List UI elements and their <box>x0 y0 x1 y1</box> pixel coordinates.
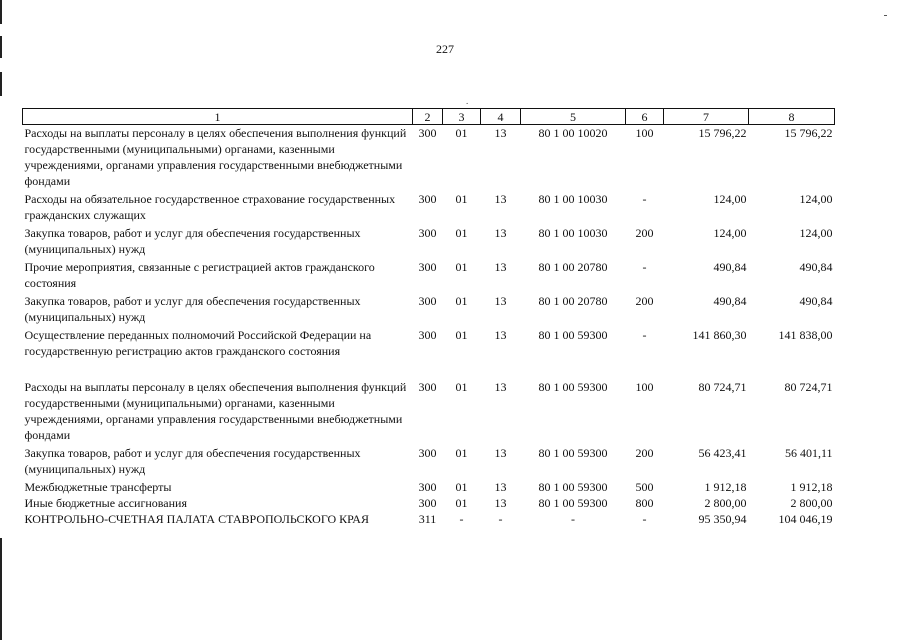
budget-table <box>22 108 835 527</box>
table-row <box>23 259 835 293</box>
amount-col7: 141 860,30 <box>692 328 747 342</box>
scan-edge-mark-top <box>0 0 2 24</box>
subsection-code: 13 <box>494 446 507 460</box>
subsection-code: 13 <box>494 380 507 394</box>
subsection-code: - <box>498 512 503 526</box>
amount-col7: 490,84 <box>713 260 747 274</box>
subsection-code: 13 <box>494 192 507 206</box>
table-row <box>23 191 835 225</box>
expense-name: Закупка товаров, работ и услуг для обеспечения государственных (муниципальных) нужд <box>24 446 361 476</box>
table-row <box>23 495 835 511</box>
table-row <box>23 125 835 192</box>
page-number: 227 <box>436 42 454 56</box>
ministry-code: 300 <box>418 380 437 394</box>
section-code: 01 <box>455 480 468 494</box>
expense-type-code: - <box>642 328 647 342</box>
expense-name: Иные бюджетные ассигнования <box>24 496 187 510</box>
table-row <box>23 225 835 259</box>
table-row <box>23 327 835 379</box>
section-code: 01 <box>455 192 468 206</box>
amount-col8: 2 800,00 <box>790 496 833 510</box>
amount-col7: 2 800,00 <box>704 496 747 510</box>
table-row <box>23 379 835 445</box>
amount-col7: 56 423,41 <box>698 446 747 460</box>
expense-name: Расходы на выплаты персоналу в целях обеспечения выполнения функций государственными (муниципальными) органами, казенными учреждениями, органами управления государственными внебюджетными фондами <box>24 380 407 442</box>
amount-col8: 56 401,11 <box>784 446 833 460</box>
amount-col8: 104 046,19 <box>778 512 833 526</box>
expense-type-code: - <box>642 512 647 526</box>
section-code: 01 <box>455 260 468 274</box>
amount-col8: 80 724,71 <box>784 380 833 394</box>
target-article-code: 80 1 00 59300 <box>538 480 608 494</box>
expense-type-code: 200 <box>635 226 654 240</box>
column-header: 8 <box>749 109 835 125</box>
ministry-code: 300 <box>418 480 437 494</box>
expense-name: Расходы на выплаты персоналу в целях обеспечения выполнения функций государственными (муниципальными) органами, казенными учреждениями, органами управления государственными внебюджетными фондами <box>24 126 407 188</box>
amount-col8: 141 838,00 <box>778 328 833 342</box>
amount-col8: 1 912,18 <box>790 480 833 494</box>
subsection-code: 13 <box>494 226 507 240</box>
amount-col8: 490,84 <box>799 294 833 308</box>
target-article-code: 80 1 00 20780 <box>538 294 608 308</box>
target-article-code: 80 1 00 59300 <box>538 446 608 460</box>
target-article-code: 80 1 00 59300 <box>538 328 608 342</box>
column-header: 6 <box>626 109 664 125</box>
expense-type-code: 200 <box>635 294 654 308</box>
expense-name: Прочие мероприятия, связанные с регистрацией актов гражданского состояния <box>24 260 375 290</box>
amount-col8: 15 796,22 <box>784 126 833 140</box>
column-number-row <box>23 109 835 125</box>
section-code: 01 <box>455 226 468 240</box>
target-article-code: 80 1 00 10020 <box>538 126 608 140</box>
subsection-code: 13 <box>494 126 507 140</box>
ministry-code: 300 <box>418 496 437 510</box>
amount-col8: 124,00 <box>799 192 833 206</box>
expense-name: КОНТРОЛЬНО-СЧЕТНАЯ ПАЛАТА СТАВРОПОЛЬСКОГО КРАЯ <box>24 512 369 526</box>
amount-col8: 124,00 <box>799 226 833 240</box>
subsection-code: 13 <box>494 328 507 342</box>
ministry-code: 300 <box>418 294 437 308</box>
amount-col7: 95 350,94 <box>698 512 747 526</box>
ministry-code: 300 <box>418 126 437 140</box>
expense-type-code: - <box>642 260 647 274</box>
amount-col8: 490,84 <box>799 260 833 274</box>
ministry-code: 300 <box>418 192 437 206</box>
expense-type-code: 100 <box>635 380 654 394</box>
expense-type-code: - <box>642 192 647 206</box>
expense-type-code: 200 <box>635 446 654 460</box>
amount-col7: 1 912,18 <box>704 480 747 494</box>
amount-col7: 124,00 <box>713 226 747 240</box>
table-row <box>23 293 835 327</box>
column-header: 3 <box>443 109 481 125</box>
scan-edge-mark-bottom <box>0 538 2 640</box>
table-row <box>23 479 835 495</box>
scan-corner-dot <box>884 15 887 16</box>
ministry-code: 300 <box>418 446 437 460</box>
ministry-code: 300 <box>418 260 437 274</box>
amount-col7: 490,84 <box>713 294 747 308</box>
section-code: 01 <box>455 126 468 140</box>
amount-col7: 80 724,71 <box>698 380 747 394</box>
ministry-code: 311 <box>418 512 437 526</box>
expense-type-code: 100 <box>635 126 654 140</box>
expense-name: Закупка товаров, работ и услуг для обеспечения государственных (муниципальных) нужд <box>24 226 361 256</box>
target-article-code: 80 1 00 59300 <box>538 496 608 510</box>
expense-name: Расходы на обязательное государственное страхование государственных гражданских служащих <box>24 192 396 222</box>
section-code: - <box>459 512 464 526</box>
section-code: 01 <box>455 328 468 342</box>
subsection-code: 13 <box>494 294 507 308</box>
subsection-code: 13 <box>494 496 507 510</box>
expense-type-code: 800 <box>635 496 654 510</box>
column-header: 4 <box>481 109 521 125</box>
subsection-code: 13 <box>494 480 507 494</box>
subsection-code: 13 <box>494 260 507 274</box>
section-code: 01 <box>455 294 468 308</box>
expense-type-code: 500 <box>635 480 654 494</box>
scan-edge-mark-lower <box>0 72 2 96</box>
target-article-code: 80 1 00 20780 <box>538 260 608 274</box>
scan-edge-mark-middle <box>0 36 2 58</box>
amount-col7: 15 796,22 <box>698 126 747 140</box>
expense-name: Осуществление переданных полномочий Российской Федерации на государственную регистрацию актов гражданского состояния <box>24 328 372 358</box>
ministry-code: 300 <box>418 226 437 240</box>
section-code: 01 <box>455 380 468 394</box>
section-code: 01 <box>455 496 468 510</box>
target-article-code: 80 1 00 59300 <box>538 380 608 394</box>
stray-mark: . <box>466 96 469 106</box>
ministry-code: 300 <box>418 328 437 342</box>
target-article-code: 80 1 00 10030 <box>538 192 608 206</box>
section-code: 01 <box>455 446 468 460</box>
amount-col7: 124,00 <box>713 192 747 206</box>
target-article-code: - <box>571 512 575 526</box>
table-row-total <box>23 511 835 527</box>
expense-name: Закупка товаров, работ и услуг для обеспечения государственных (муниципальных) нужд <box>24 294 361 324</box>
column-header: 5 <box>521 109 626 125</box>
column-header: 1 <box>23 109 413 125</box>
column-header: 2 <box>413 109 443 125</box>
expense-name: Межбюджетные трансферты <box>24 480 172 494</box>
target-article-code: 80 1 00 10030 <box>538 226 608 240</box>
column-header: 7 <box>664 109 749 125</box>
table-row <box>23 445 835 479</box>
